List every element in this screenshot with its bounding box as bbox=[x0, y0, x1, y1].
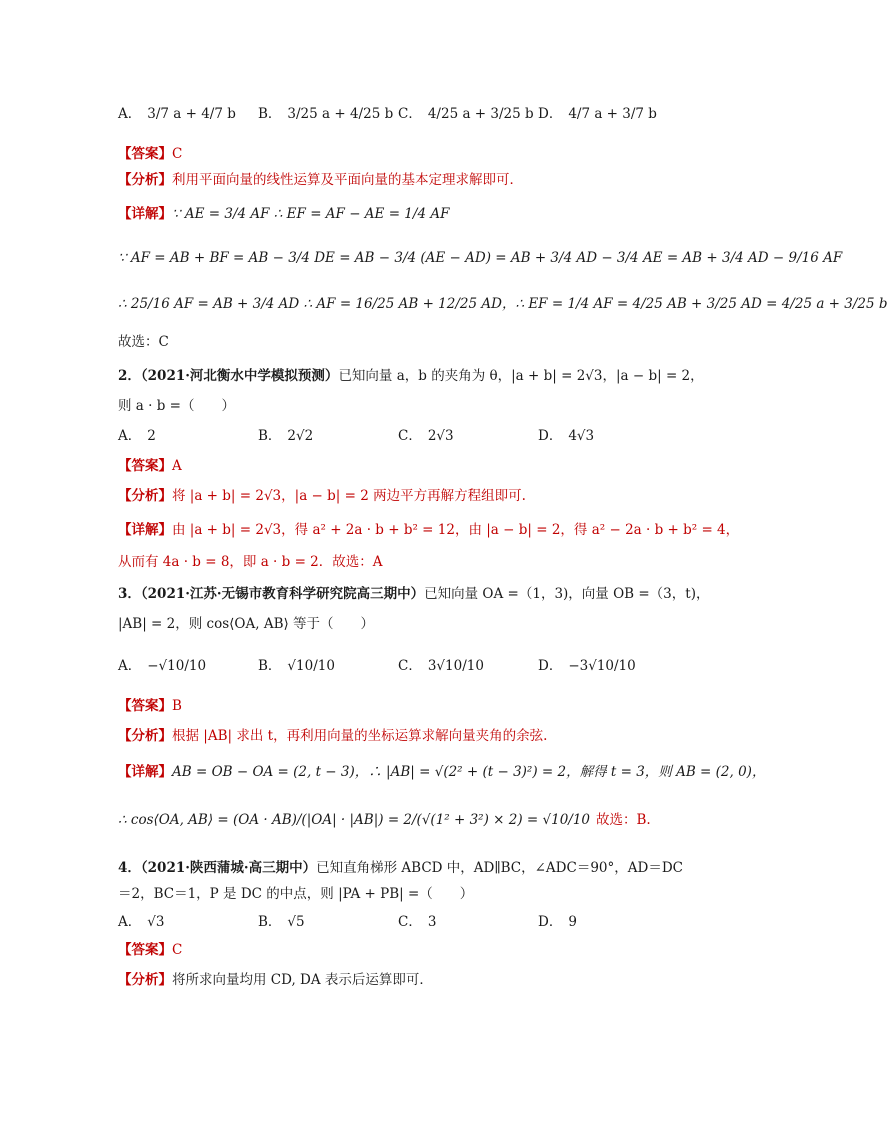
q2-option-d[interactable]: D． 4√3 bbox=[538, 428, 595, 444]
q2-option-b[interactable]: B． 2√2 bbox=[258, 428, 314, 444]
q2-stem-1 bbox=[118, 366, 704, 386]
q1-option-c[interactable]: C． 4/25 a + 3/25 b bbox=[398, 106, 534, 122]
q3-analysis bbox=[118, 726, 694, 746]
q1-analysis bbox=[118, 170, 694, 190]
detail-text: AB = OB − OA = (2, t − 3)，∴ |AB| = √(2² + (t − 3)²) = 2，解得 t = 3，则 AB = (2, 0)， bbox=[172, 764, 766, 780]
q4-analysis bbox=[118, 970, 694, 990]
q3-stem-1 bbox=[118, 584, 710, 604]
answer-tag: 【答案】 bbox=[118, 942, 172, 958]
q4-stem-1 bbox=[118, 858, 694, 878]
analysis-text: 根据 |AB| 求出 t，再利用向量的坐标运算求解向量夹角的余弦. bbox=[172, 728, 548, 744]
answer-value: C bbox=[172, 146, 183, 162]
q3-option-c[interactable]: C． 3√10/10 bbox=[398, 658, 484, 674]
q1-conclusion: 故选：C bbox=[118, 334, 169, 350]
q2-detail-1 bbox=[118, 520, 740, 540]
question-source: （2021·陕西蒲城·高三期中） bbox=[140, 860, 317, 876]
analysis-text: 将 |a + b| = 2√3，|a − b| = 2 两边平方再解方程组即可. bbox=[172, 488, 526, 504]
q4-stem-2: ＝2，BC＝1，P 是 DC 的中点，则 |PA + PB| =（ ） bbox=[118, 886, 474, 902]
answer-value: C bbox=[172, 942, 183, 958]
q2-detail-2: 从而有 4a · b = 8，即 a · b = 2．故选：A bbox=[118, 554, 383, 570]
q3-detail-1 bbox=[118, 762, 766, 782]
q3-answer bbox=[118, 696, 694, 716]
question-number: 3． bbox=[118, 586, 141, 602]
question-number: 2． bbox=[118, 368, 141, 384]
analysis-text: 将所求向量均用 CD, DA 表示后运算即可． bbox=[172, 972, 433, 988]
q1-detail-3: ∴ 25/16 AF = AB + 3/4 AD ∴ AF = 16/25 AB + 12/25 AD，∴ EF = 1/4 AF = 4/25 AB + 3/25 AD = 4/25 a + 3/25 b bbox=[118, 296, 888, 312]
answer-value: B bbox=[172, 698, 182, 714]
analysis-tag: 【分析】 bbox=[118, 972, 172, 988]
q1-option-b[interactable]: B． 3/25 a + 4/25 b bbox=[258, 106, 394, 122]
answer-value: A bbox=[172, 458, 182, 474]
answer-tag: 【答案】 bbox=[118, 458, 172, 474]
q1-option-d[interactable]: D． 4/7 a + 3/7 b bbox=[538, 106, 657, 122]
question-source: （2021·江苏·无锡市教育科学研究院高三期中） bbox=[140, 586, 425, 602]
detail-tag: 【详解】 bbox=[118, 206, 172, 222]
detail-text: 由 |a + b| = 2√3，得 a² + 2a · b + b² = 12，由 |a − b| = 2，得 a² − 2a · b + b² = 4， bbox=[172, 522, 740, 538]
q3-detail-2: ∴ cos⟨OA, AB⟩ = (OA · AB)/(|OA| · |AB|) = 2/(√(1² + 3²) × 2) = √10/10 故选：B. bbox=[118, 812, 651, 828]
q4-option-d[interactable]: D． 9 bbox=[538, 914, 577, 930]
question-source: （2021·河北衡水中学模拟预测） bbox=[140, 368, 339, 384]
q1-detail-1 bbox=[118, 204, 694, 224]
detail-tag: 【详解】 bbox=[118, 522, 172, 538]
q1-options bbox=[118, 104, 694, 124]
q4-option-a[interactable]: A． √3 bbox=[118, 914, 165, 930]
q3-option-b[interactable]: B． √10/10 bbox=[258, 658, 335, 674]
q2-option-a[interactable]: A． 2 bbox=[118, 428, 156, 444]
question-stem: 已知向量 OA =（1，3)，向量 OB =（3，t)， bbox=[424, 586, 710, 602]
analysis-tag: 【分析】 bbox=[118, 728, 172, 744]
question-stem: 已知直角梯形 ABCD 中，AD∥BC，∠ADC＝90°，AD＝DC bbox=[316, 860, 683, 876]
q3-option-a[interactable]: A． −√10/10 bbox=[118, 658, 207, 674]
detail-text: ∵ AE = 3/4 AF ∴ EF = AF − AE = 1/4 AF bbox=[172, 206, 450, 222]
q1-detail-2: ∵ AF = AB + BF = AB − 3/4 DE = AB − 3/4 (AE − AD) = AB + 3/4 AD − 3/4 AE = AB + 3/4 AD − 9/16 AF bbox=[118, 250, 843, 266]
q2-option-c[interactable]: C． 2√3 bbox=[398, 428, 454, 444]
q4-options bbox=[118, 912, 694, 932]
answer-tag: 【答案】 bbox=[118, 698, 172, 714]
question-stem: 已知向量 a，b 的夹角为 θ，|a + b| = 2√3，|a − b| = 2， bbox=[338, 368, 704, 384]
q4-answer bbox=[118, 940, 694, 960]
q3-options bbox=[118, 656, 694, 676]
q2-stem-2: 则 a · b =（ ） bbox=[118, 398, 235, 414]
analysis-text: 利用平面向量的线性运算及平面向量的基本定理求解即可． bbox=[172, 172, 523, 188]
question-number: 4． bbox=[118, 860, 141, 876]
q1-answer bbox=[118, 144, 694, 164]
q3-stem-2: |AB| = 2，则 cos⟨OA, AB⟩ 等于（ ） bbox=[118, 616, 375, 632]
q2-analysis bbox=[118, 486, 694, 506]
q1-option-a[interactable]: A． 3/7 a + 4/7 b bbox=[118, 106, 236, 122]
analysis-tag: 【分析】 bbox=[118, 172, 172, 188]
analysis-tag: 【分析】 bbox=[118, 488, 172, 504]
q2-answer bbox=[118, 456, 694, 476]
detail-tag: 【详解】 bbox=[118, 764, 172, 780]
answer-tag: 【答案】 bbox=[118, 146, 172, 162]
q4-option-c[interactable]: C． 3 bbox=[398, 914, 437, 930]
q3-option-d[interactable]: D． −3√10/10 bbox=[538, 658, 636, 674]
q4-option-b[interactable]: B． √5 bbox=[258, 914, 305, 930]
q2-options bbox=[118, 426, 694, 446]
